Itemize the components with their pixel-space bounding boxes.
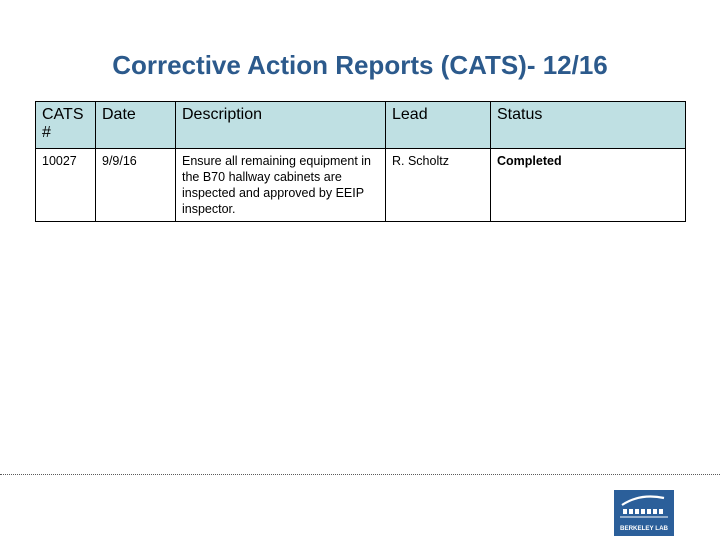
- berkeley-lab-logo-graphic: [614, 490, 674, 536]
- table-row: [36, 149, 686, 222]
- header-cats-number: CATS #: [36, 102, 96, 149]
- table-header-row: [36, 102, 686, 149]
- header-description: Description: [176, 102, 386, 149]
- footer-divider: [0, 474, 720, 475]
- cell-description: Ensure all remaining equipment in the B70 hallway cabinets are inspected and approved by EEIP inspector.: [176, 149, 386, 222]
- header-status: Status: [491, 102, 686, 149]
- slide-title: Corrective Action Reports (CATS)- 12/16: [112, 50, 608, 80]
- cats-table: [35, 101, 686, 222]
- header-lead: Lead: [386, 102, 491, 149]
- cell-date: 9/9/16: [96, 149, 176, 222]
- logo-text: BERKELEY LAB: [619, 525, 669, 532]
- header-date: Date: [96, 102, 176, 149]
- berkeley-lab-logo: [614, 490, 674, 536]
- cell-cats-number: 10027: [36, 149, 96, 222]
- cell-status: Completed: [491, 149, 686, 222]
- cell-lead: R. Scholtz: [386, 149, 491, 222]
